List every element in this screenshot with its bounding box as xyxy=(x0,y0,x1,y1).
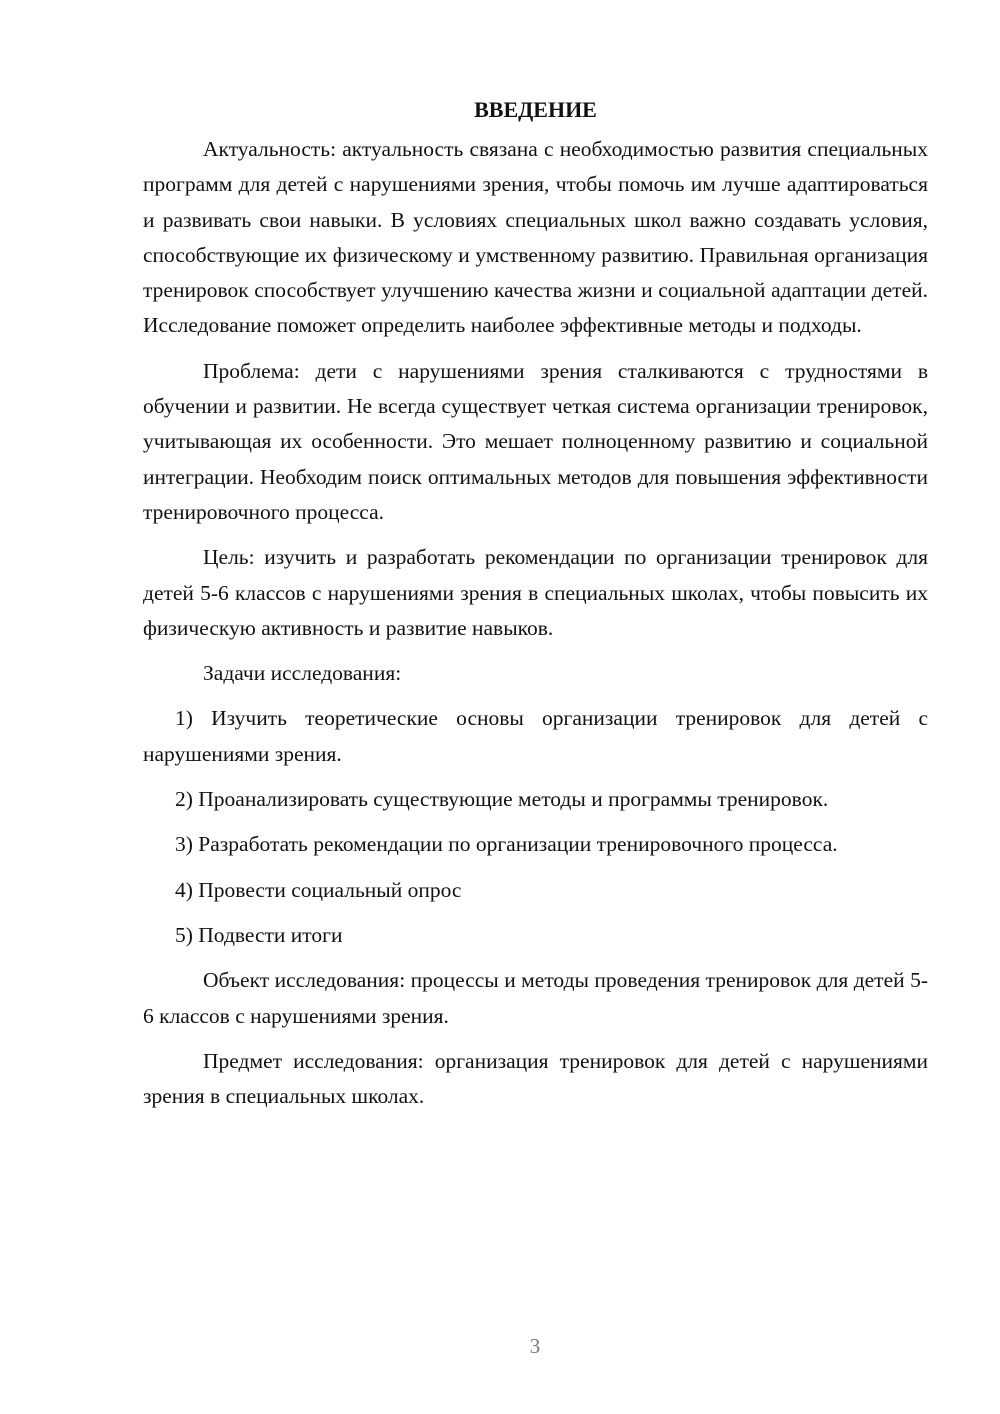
tasks-heading: Задачи исследования: xyxy=(203,661,402,686)
problem-paragraph: Проблема: дети с нарушениями зрения сталкиваются с трудностями в обучении и развитии. Не всегда существует четкая система организации тренировок, учитывающая их особенности. Это мешает полноценному развитию и социальной интеграции. Необходим поиск оптимальных методов для повышения эффективности тренировочного процесса. xyxy=(143,358,928,524)
task-item: 4) Провести социальный опрос xyxy=(175,877,462,902)
page-content xyxy=(143,92,928,1124)
task-item: 5) Подвести итоги xyxy=(175,922,343,947)
page-number: 3 xyxy=(529,1334,541,1358)
task-item: 2) Проанализировать существующие методы и программы тренировок. xyxy=(175,787,829,812)
page-title: ВВЕДЕНИЕ xyxy=(474,97,597,122)
task-item: 1) Изучить теоретические основы организации тренировок для детей с нарушениями зрения. xyxy=(143,706,928,766)
task-item: 3) Разработать рекомендации по организации тренировочного процесса. xyxy=(175,832,838,857)
relevance-paragraph: Актуальность: актуальность связана с необходимостью развития специальных программ для детей с нарушениями зрения, чтобы помочь им лучше адаптироваться и развивать свои навыки. В условиях специальных школ важно создавать условия, способствующие их физическому и умственному развитию. Правильная организация тренировок способствует улучшению качества жизни и социальной адаптации детей. Исследование поможет определить наиболее эффективные методы и подходы. xyxy=(143,137,928,338)
subject-paragraph: Предмет исследования: организация тренировок для детей с нарушениями зрения в специальных школах. xyxy=(143,1048,928,1109)
goal-paragraph: Цель: изучить и разработать рекомендации по организации тренировок для детей 5-6 классов с нарушениями зрения в специальных школах, чтобы повысить их физическую активность и развитие навыков. xyxy=(143,545,928,640)
object-paragraph: Объект исследования: процессы и методы проведения тренировок для детей 5-6 классов с нарушениями зрения. xyxy=(143,968,928,1028)
